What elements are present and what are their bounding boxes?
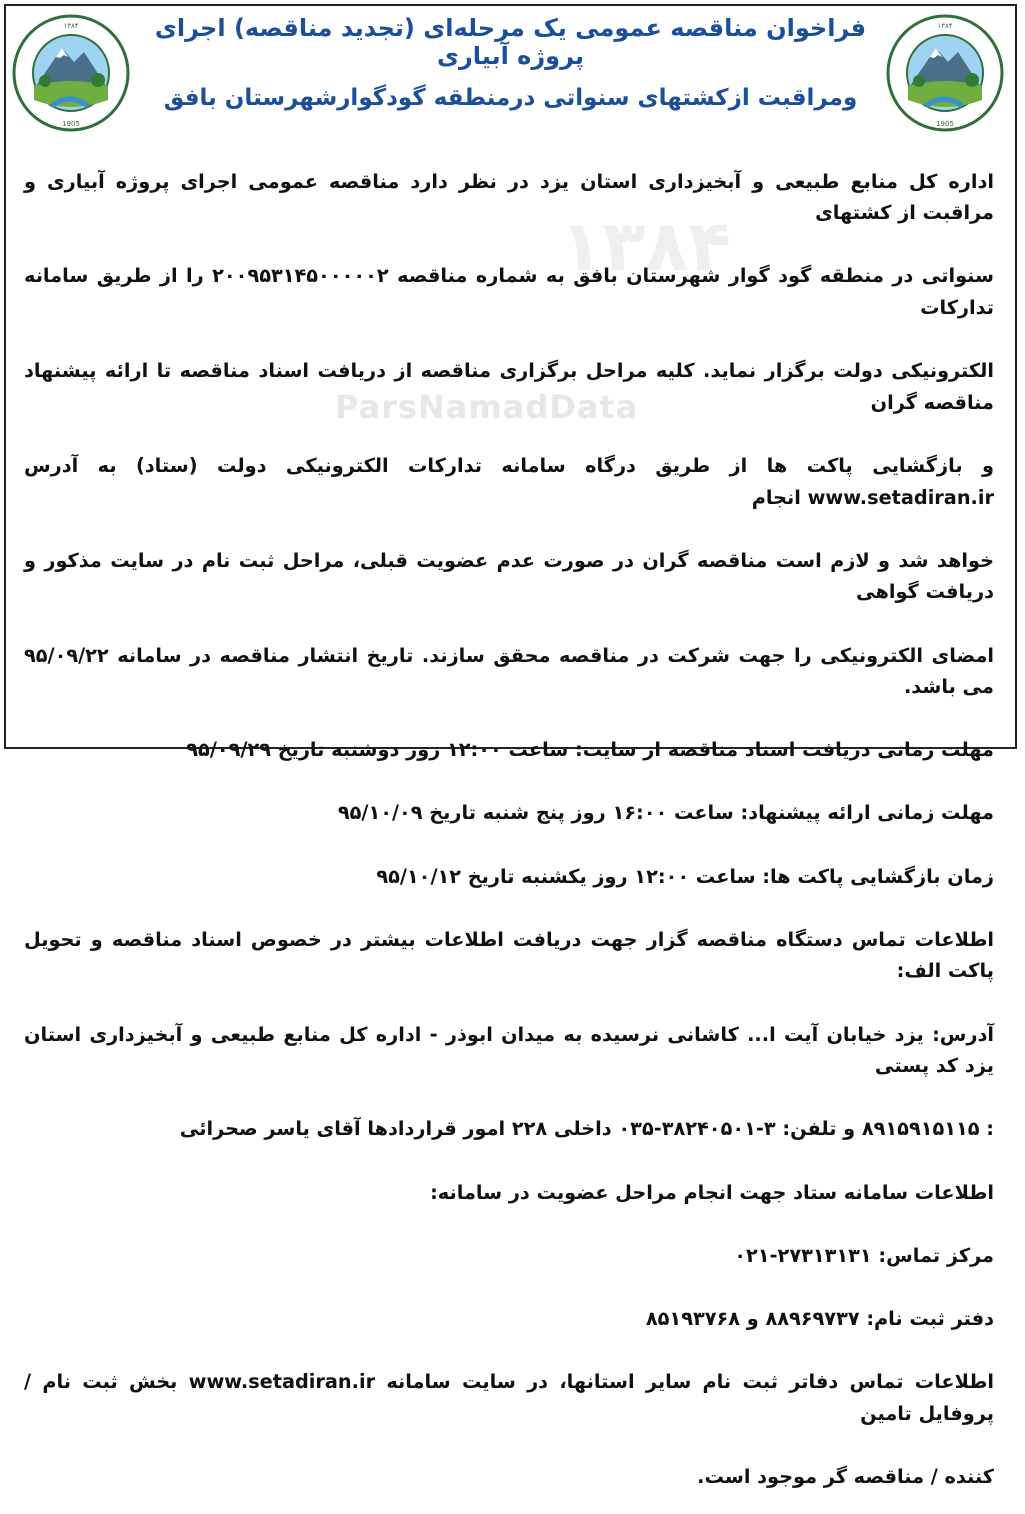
notice-body xyxy=(24,134,994,1514)
setad-heading: اطلاعات سامانه ستاد جهت انجام مراحل عضویت در سامانه: xyxy=(430,1180,994,1204)
phone-line: : ۸۹۱۵۹۱۵۱۱۵ و تلفن: ۳-۳۸۲۴۰۵۰۱-۰۳۵ داخلی ۲۲۸ امور قراردادها آقای یاسر صحرائی xyxy=(179,1117,994,1141)
deadline-documents: مهلت زمانی دریافت اسناد مناقصه از سایت: ساعت ۱۲:۰۰ روز دوشنبه تاریخ ۹۵/۰۹/۲۹ xyxy=(186,738,994,762)
organization-logo-right xyxy=(886,14,1004,132)
body-line: الکترونیکی دولت برگزار نماید. کلیه مراحل برگزاری مناقصه از دریافت اسناد مناقصه تا ارائه پیشنهاد مناقصه گران xyxy=(24,359,994,414)
logo-year-bottom-left: 1905 xyxy=(62,120,80,128)
deadline-proposal: مهلت زمانی ارائه پیشنهاد: ساعت ۱۶:۰۰ روز پنج شنبه تاریخ ۹۵/۱۰/۰۹ xyxy=(337,801,994,825)
contact-heading: اطلاعات تماس دستگاه مناقصه گزار جهت دریافت اطلاعات بیشتر در خصوص اسناد مناقصه و تحویل پاکت الف: xyxy=(24,927,994,983)
logo-year-bottom: 1905 xyxy=(936,120,954,128)
body-line: اداره کل منابع طبیعی و آبخیزداری استان یزد در نظر دارد مناقصه عمومی اجرای پروژه آبیاری و مراقبت از کشتهای xyxy=(24,169,994,225)
provinces-info-line: اطلاعات تماس دفاتر ثبت نام سایر استانها، در سایت سامانه www.setadiran.ir بخش ثبت نام / پروفایل تامین xyxy=(24,1370,994,1425)
provinces-info-line-end: کننده / مناقصه گر موجود است. xyxy=(697,1464,994,1488)
watermark: ParsNamadData xyxy=(335,388,639,426)
body-line: امضای الکترونیکی را جهت شرکت در مناقصه محقق سازند. تاریخ انتشار مناقصه در سامانه ۹۵/۰۹/۲۲ می باشد. xyxy=(24,643,994,699)
call-center-line: مرکز تماس: ۲۷۳۱۳۱۳۱-۰۲۱ xyxy=(734,1243,994,1267)
notice-title: فراخوان مناقصه عمومی یک مرحله‌ای (تجدید مناقصه) اجرای پروژه آبیاری xyxy=(154,14,867,70)
body-line: خواهد شد و لازم است مناقصه گران در صورت عدم عضویت قبلی، مراحل ثبت نام در سایت مذکور و دریافت گواهی xyxy=(24,548,994,604)
notice-subtitle: ومراقبت ازکشتهای سنواتی درمنطقه گودگوارشهرستان بافق xyxy=(163,85,858,111)
organization-logo-left xyxy=(12,14,130,132)
stamp-text: ۱۳۸۴ xyxy=(560,205,731,287)
logo-year-top: ۱۳۸۴ xyxy=(937,22,953,30)
body-line: و بازگشایی پاکت ها از طریق درگاه سامانه تدارکات الکترونیکی دولت (ستاد) به آدرس www.setadiran.ir انجام xyxy=(24,453,994,509)
registration-office-line: دفتر ثبت نام: ۸۸۹۶۹۷۳۷ و ۸۵۱۹۳۷۶۸ xyxy=(645,1306,994,1330)
logo-year-top-left: ۱۳۸۴ xyxy=(63,22,79,30)
body-line: سنواتی در منطقه گود گوار شهرستان بافق به شماره مناقصه ۲۰۰۹۵۳۱۴۵۰۰۰۰۰۲ را از طریق سامانه تدارکات xyxy=(24,264,994,319)
opening-date: زمان بازگشایی پاکت ها: ساعت ۱۲:۰۰ روز یکشنبه تاریخ ۹۵/۱۰/۱۲ xyxy=(376,864,994,888)
address-line: آدرس: یزد خیابان آیت ا... کاشانی نرسیده به میدان ابوذر - اداره کل منابع طبیعی و آبخیزداری استان یزد کد پستی xyxy=(24,1022,994,1078)
